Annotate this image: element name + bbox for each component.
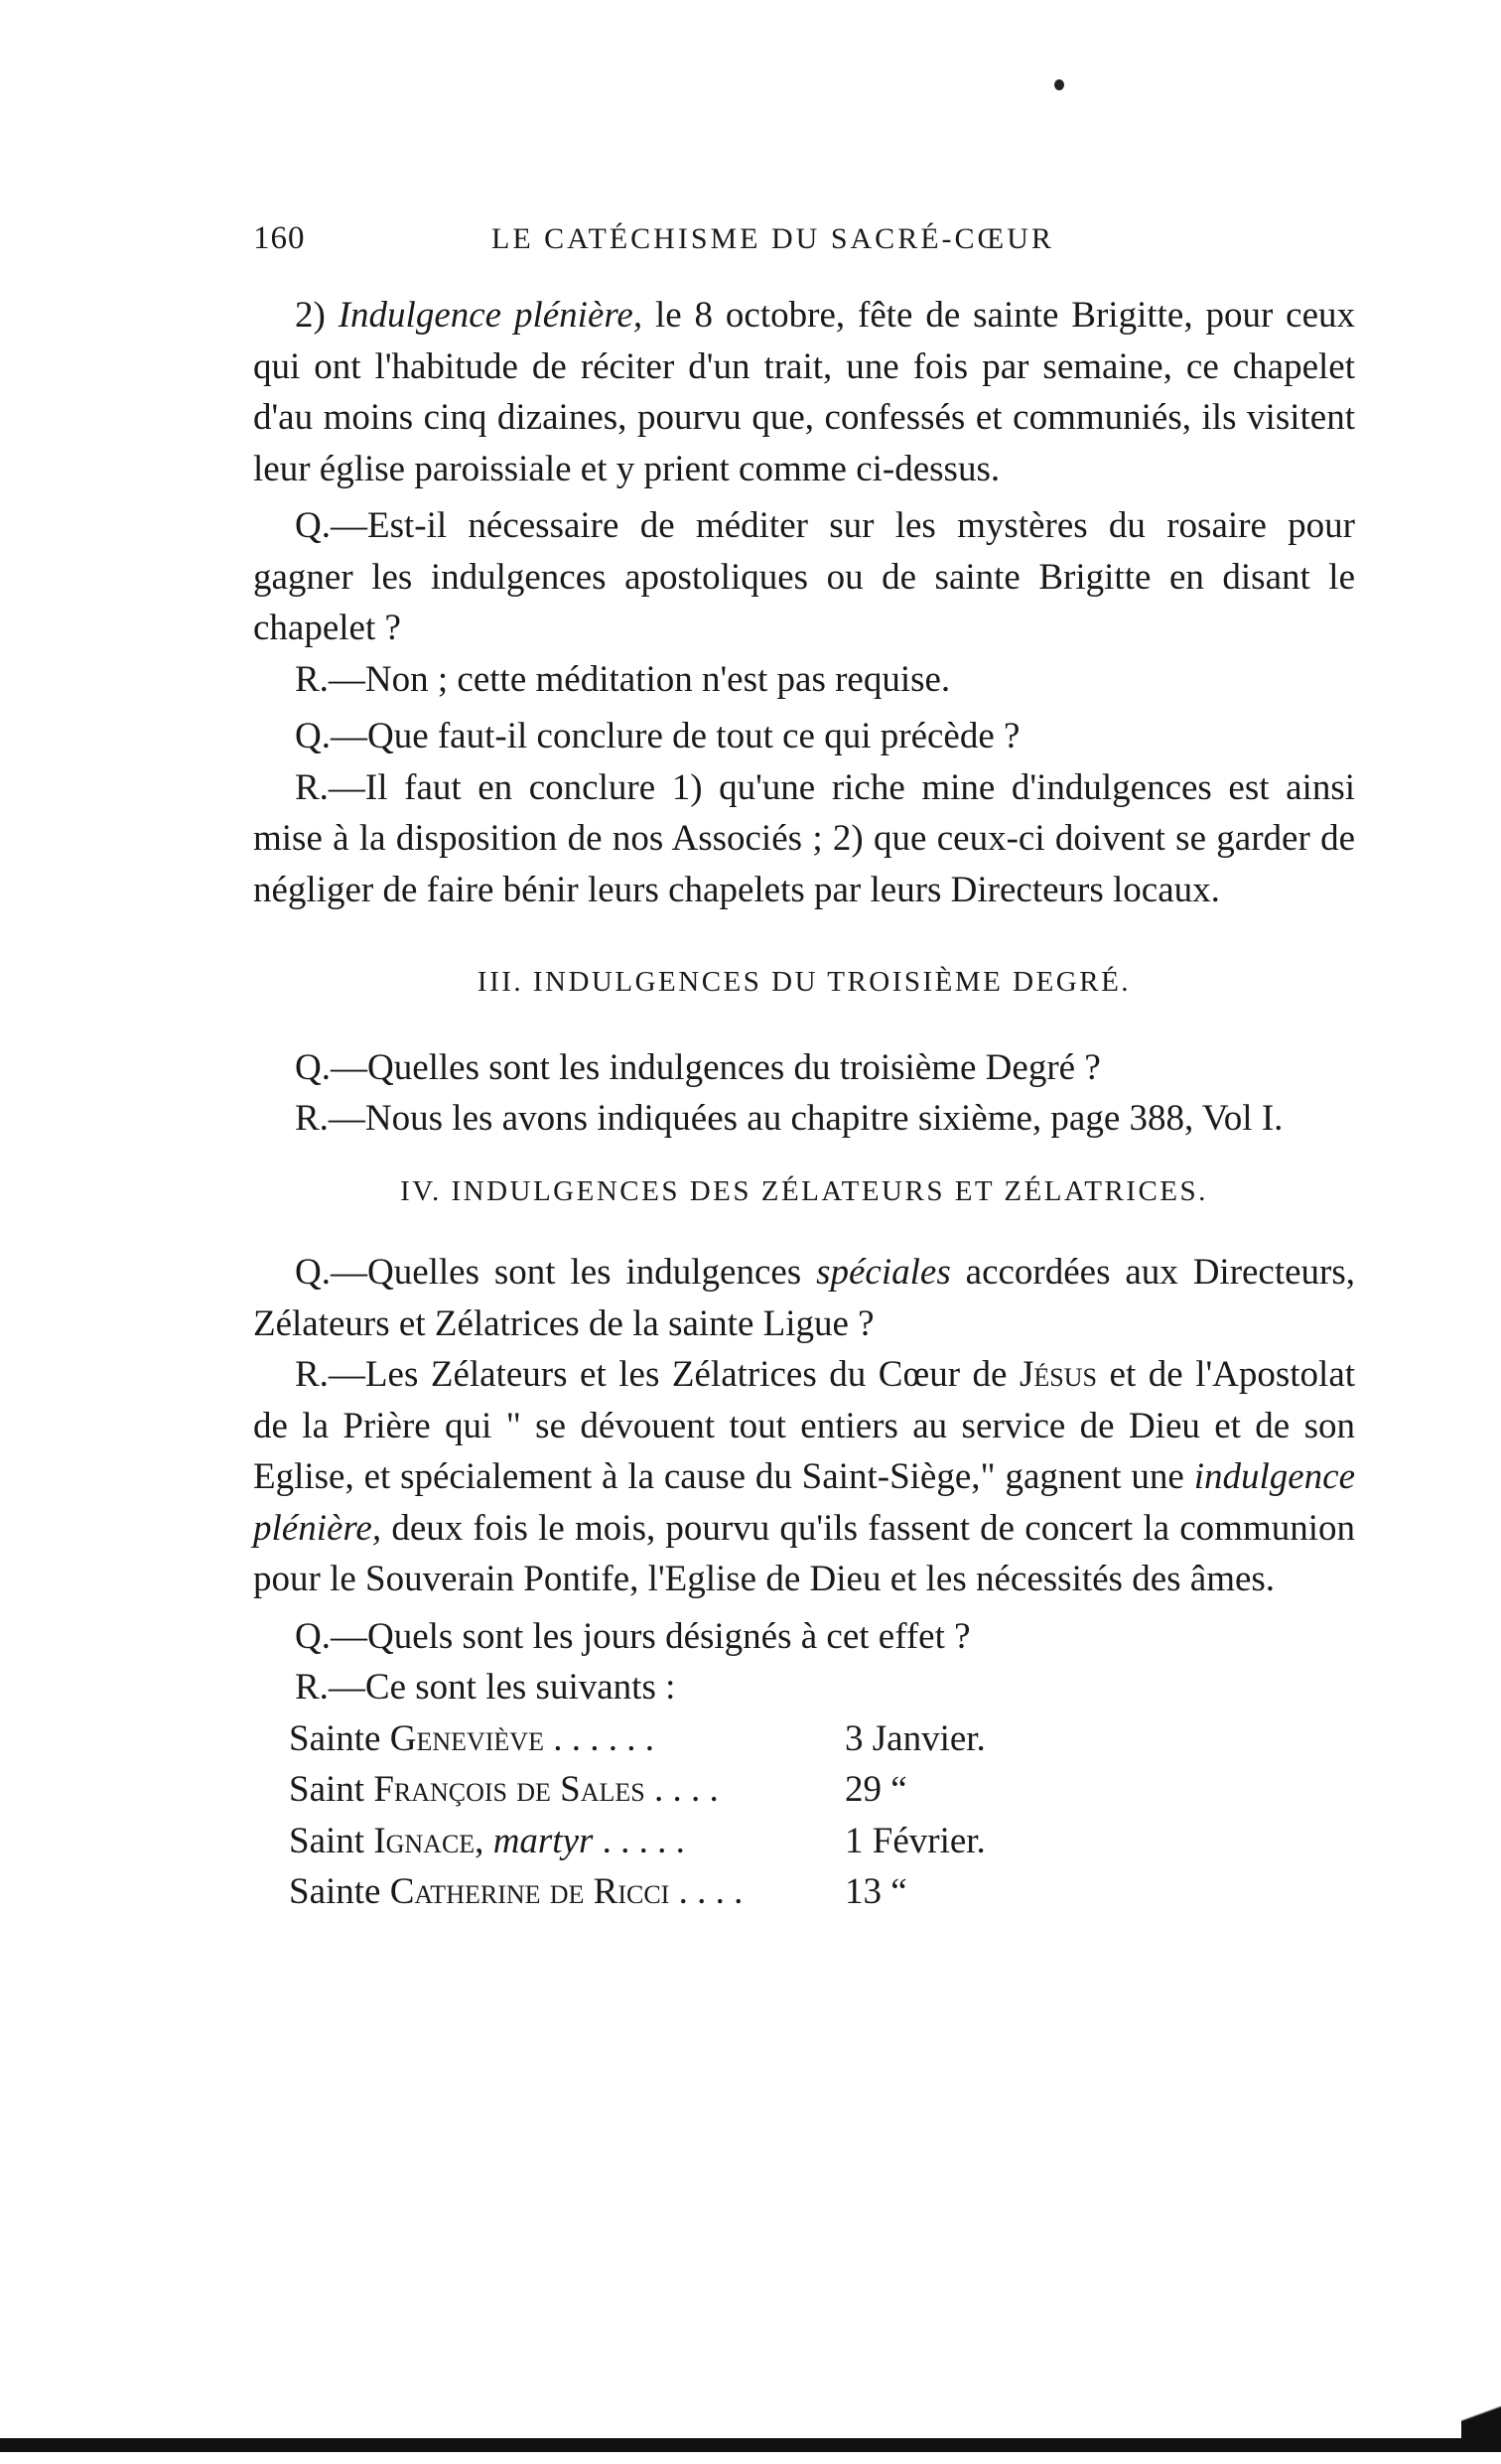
emphasis-text: Indulgence plénière, <box>338 295 643 336</box>
section-heading-third-degree: III. INDULGENCES DU TROISIÈME DEGRÉ. <box>477 966 1132 998</box>
jesus-small-caps: Jésus <box>1020 1354 1097 1395</box>
answer-third-degree: R.—Nous les avons indiquées au chapitre sixième, page 388, Vol I. <box>295 1098 1284 1139</box>
feast-date: 1 Février. <box>845 1820 986 1861</box>
leader-dots: . . . . . . <box>543 1717 654 1759</box>
saint-name-caps: Geneviève <box>389 1717 544 1759</box>
saint-name <box>289 1713 845 1765</box>
paragraph-indulgence-brigitte <box>253 290 1355 494</box>
leader-dots: . . . . . <box>593 1820 685 1861</box>
saint-name-caps: Catherine de Ricci <box>389 1871 670 1912</box>
saint-name <box>289 1866 845 1918</box>
saint-title: martyr <box>492 1820 594 1861</box>
question-conclusion: Q.—Que faut-il conclure de tout ce qui précède ? <box>295 716 1021 756</box>
feast-date: 29 “ <box>845 1769 907 1810</box>
paragraph-text: Q.—Quelles sont les indulgences <box>295 1252 802 1293</box>
answer-days: R.—Ce sont les suivants : <box>295 1667 676 1708</box>
leader-dots: . . . . <box>669 1871 744 1912</box>
list-item <box>253 1713 1355 1765</box>
running-title: LE CATÉCHISME DU SACRÉ-CŒUR <box>491 222 1054 255</box>
question-days: Q.—Quels sont les jours désignés à cet effet ? <box>295 1615 971 1657</box>
page-bottom-edge <box>0 2438 1501 2452</box>
saint-prefix: Sainte <box>289 1717 381 1759</box>
page-speck <box>1054 79 1064 90</box>
question-meditation: Q.—Est-il nécessaire de méditer sur les mystères du rosaire pour gagner les indulgences apostoliques ou de sainte Brigitte en disant le chapelet ? <box>253 505 1355 648</box>
question-special-indulgences <box>253 1247 1355 1349</box>
answer-conclusion: R.—Il faut en conclure 1) qu'une riche mine d'indulgences est ainsi mise à la disposition de nos Associés ; 2) que ceux-ci doivent se garder de négliger de faire bénir leurs chapelets par leurs Directeurs locaux. <box>253 766 1355 910</box>
list-item <box>253 1764 1355 1816</box>
feast-date: 3 Janvier. <box>845 1717 986 1759</box>
paragraph-text: le 8 octobre, fête de sainte Brigitte, pour ceux qui ont l'habitude de réciter d'un trait, une fois par semaine, ce chapelet d'au moins cinq dizaines, pourvu que, confessés et communiés, ils visitent leur église paroissiale et y prient comme ci-dessus. <box>253 295 1356 489</box>
paragraph-text: deux fois le mois, pourvu qu'ils fassent de concert la communion pour le Souverain Pontife, l'Eglise de Dieu et les nécessités des âmes. <box>253 1507 1356 1599</box>
saint-prefix: Saint <box>289 1820 365 1861</box>
list-item <box>253 1816 1355 1867</box>
page-number: 160 <box>253 220 306 256</box>
question-third-degree: Q.—Quelles sont les indulgences du troisième Degré ? <box>295 1046 1101 1088</box>
section-heading-zelateurs: IV. INDULGENCES DES ZÉLATEURS ET ZÉLATRICES. <box>400 1174 1208 1207</box>
page-header <box>253 220 1320 270</box>
list-item <box>253 1866 1355 1918</box>
saint-prefix: Sainte <box>289 1871 381 1912</box>
paragraph-text: R.—Les Zélateurs et les Zélatrices du Cœur de <box>295 1354 1008 1395</box>
saint-prefix: Saint <box>289 1769 365 1810</box>
saint-name <box>289 1764 845 1816</box>
saint-name-caps: François de Sales <box>373 1769 645 1810</box>
answer-special-indulgences <box>253 1349 1355 1605</box>
saint-name-caps: Ignace, <box>373 1820 484 1861</box>
answer-meditation: R.—Non ; cette méditation n'est pas requise. <box>295 658 951 700</box>
emphasis-text: indulgence plénière, <box>253 1456 1356 1549</box>
saints-list <box>253 1713 1355 1918</box>
saint-name <box>289 1816 845 1867</box>
feast-date: 13 “ <box>845 1871 907 1912</box>
paragraph-text: accordées aux Directeurs, Zélateurs et Zélatrices de la sainte Ligue ? <box>253 1252 1356 1344</box>
leader-dots: . . . . <box>644 1769 719 1810</box>
paragraph-text: et de l'Apostolat de la Prière qui " se dévouent tout entiers au service de Dieu et de son Eglise, et spécialement à la cause du Saint-Siège," gagnent une <box>253 1354 1356 1497</box>
item-number: 2) <box>295 295 326 336</box>
emphasis-text: spéciales <box>816 1252 951 1293</box>
page-body <box>253 290 1355 1918</box>
